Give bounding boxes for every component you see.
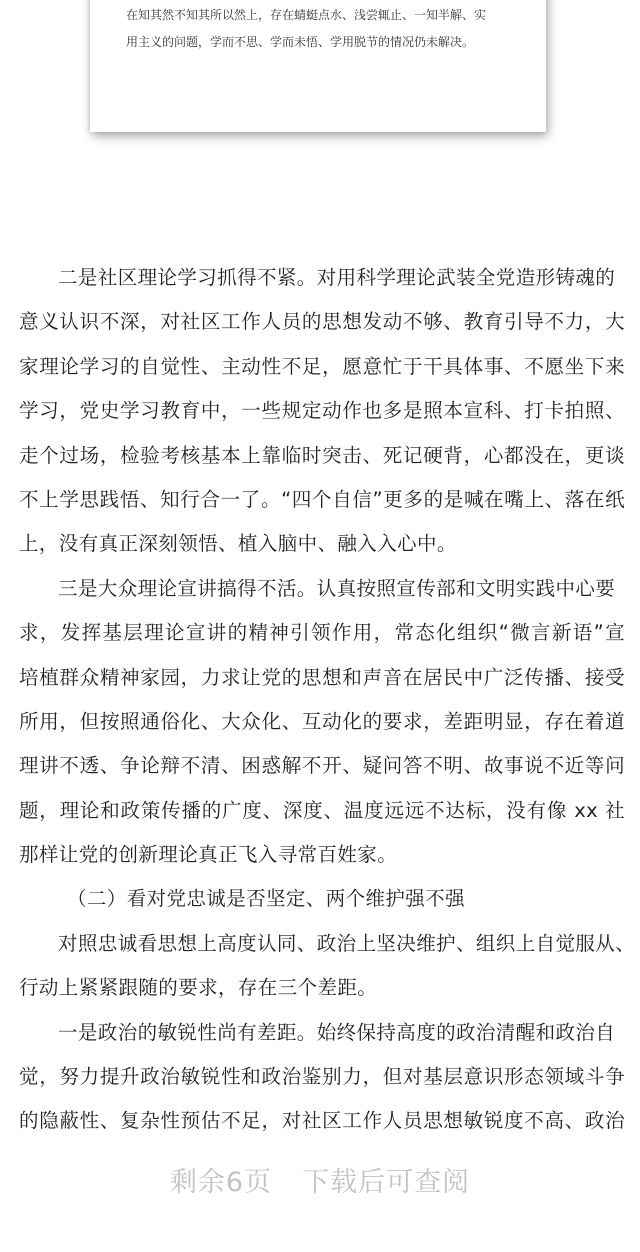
paragraph-line: 三是大众理论宣讲搞得不活。认真按照宣传部和文明实践中心要 [58, 576, 616, 600]
paragraph-line: 一是政治的敏锐性尚有差距。始终保持高度的政治清醒和政治自 [58, 1020, 616, 1044]
paragraph-line: 家理论学习的自觉性、主动性不足，愿意忙于干具体事、不愿坐下来 [19, 354, 625, 378]
download-to-read-label[interactable]: 下载后可查阅 [302, 1167, 471, 1198]
preview-line: 用主义的问题，学而不思、学而未悟、学用脱节的情况仍未解决。 [126, 35, 475, 49]
paragraph-line: 的隐蔽性、复杂性预估不足，对社区工作人员思想敏锐度不高、政治 [19, 1109, 625, 1133]
paragraph-line: 上，没有真正深刻领悟、植入脑中、融入入心中。 [19, 532, 457, 556]
paragraph-line: 对照忠诚看思想上高度认同、政治上坚决维护、组织上自觉服从、 [58, 931, 636, 955]
paragraph-line: 意义认识不深，对社区工作人员的思想发动不够、教育引导不力，大 [19, 310, 625, 334]
paragraph-line: 学习，党史学习教育中，一些规定动作也多是照本宣科、打卡拍照、 [19, 399, 625, 423]
paragraph-line: 那样让党的创新理论真正飞入寻常百姓家。 [19, 843, 398, 867]
read-more-prompt[interactable] [0, 1160, 640, 1199]
paragraph-line: 走个过场，检验考核基本上靠临时突击、死记硬背，心都没在，更谈 [19, 443, 625, 467]
document-preview-card [90, 0, 546, 132]
paragraph-line: 题，理论和政策传播的广度、深度、温度远远不达标，没有像 xx 社 [19, 798, 625, 822]
paragraph-line: 觉，努力提升政治敏锐性和政治鉴别力，但对基层意识形态领域斗争 [19, 1065, 625, 1089]
paragraph-line: 不上学思践悟、知行合一了。“四个自信”更多的是喊在嘴上、落在纸 [19, 487, 625, 511]
paragraph-line: 所用，但按照通俗化、大众化、互动化的要求，差距明显，存在着道 [19, 709, 625, 733]
preview-line: 在知其然不知其所以然上，存在蜻蜓点水、浅尝辄止、一知半解、实 [126, 8, 487, 22]
paragraph-line: 行动上紧紧跟随的要求，存在三个差距。 [19, 976, 378, 1000]
paragraph-line: 二是社区理论学习抓得不紧。对用科学理论武装全党造形铸魂的 [58, 266, 616, 289]
paragraph-line: 理讲不透、争论辩不清、困惑解不开、疑问答不明、故事说不近等问 [19, 754, 625, 778]
paragraph-line: 培植群众精神家园，力求让党的思想和声音在居民中广泛传播、接受 [19, 665, 625, 689]
document-body [19, 256, 636, 1144]
paragraph-line: 求，发挥基层理论宣讲的精神引领作用，常态化组织“微言新语”宣 [19, 621, 625, 645]
remaining-pages-label[interactable]: 剩余6页 [169, 1167, 273, 1198]
section-heading: （二）看对党忠诚是否坚定、两个维护强不强 [67, 887, 466, 911]
